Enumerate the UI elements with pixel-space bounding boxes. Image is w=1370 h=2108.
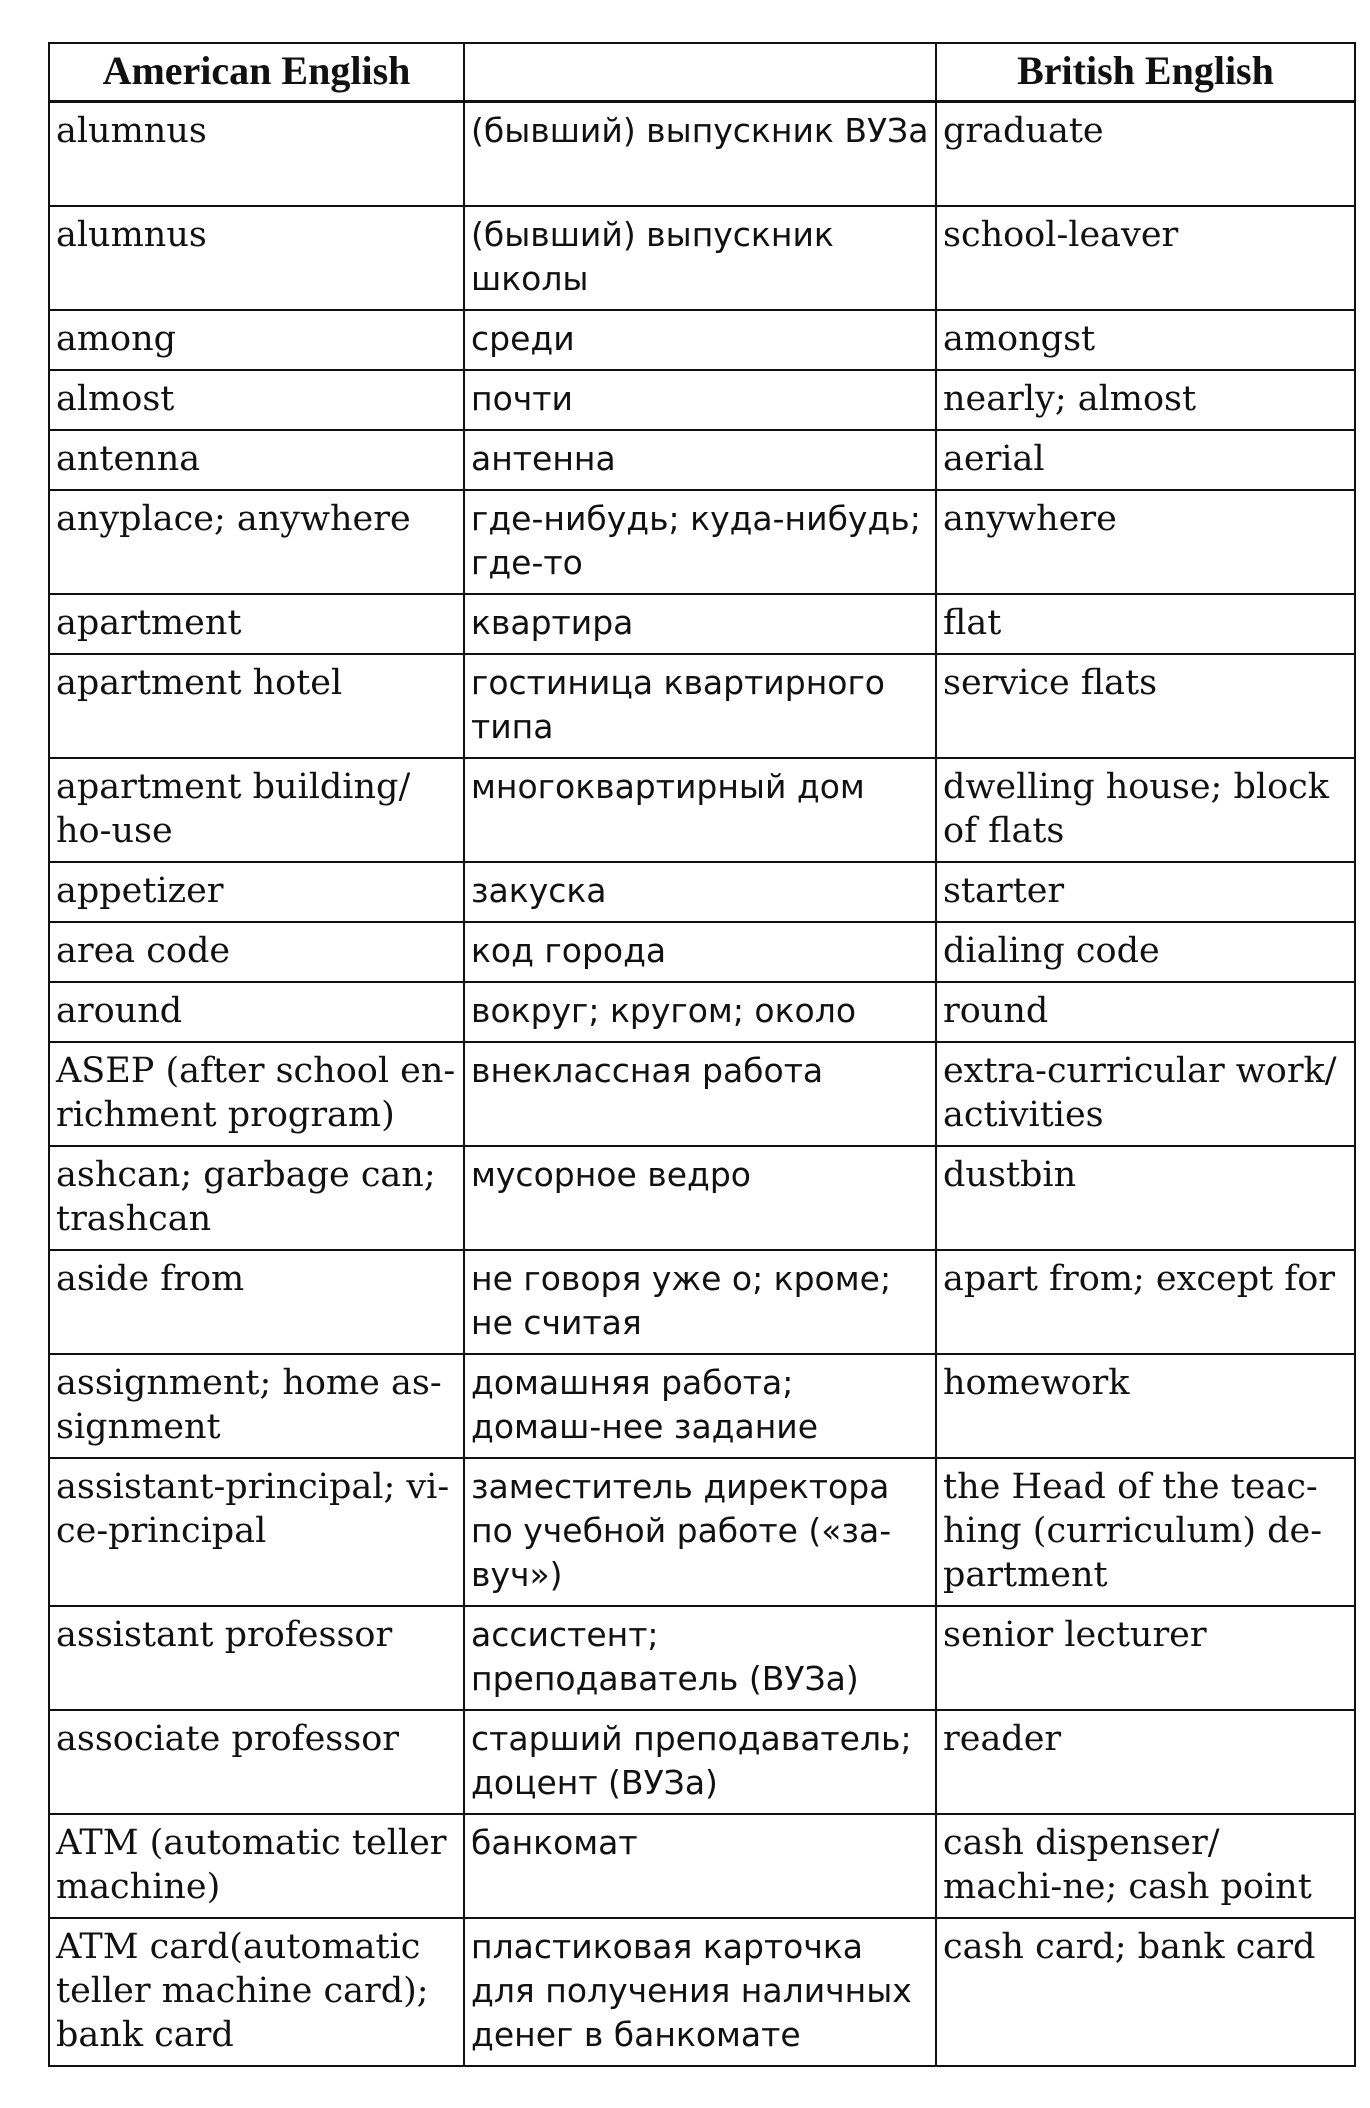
russian-translation: внеклассная работа bbox=[464, 1042, 936, 1146]
russian-translation: заместитель директора по учебной работе («за-вуч») bbox=[464, 1458, 936, 1606]
american-term: almost bbox=[49, 370, 464, 430]
british-term: aerial bbox=[936, 430, 1355, 490]
american-term: ATM (automatic teller machine) bbox=[49, 1814, 464, 1918]
table-row bbox=[49, 1354, 1355, 1458]
table-row bbox=[49, 758, 1355, 862]
table-row bbox=[49, 1146, 1355, 1250]
british-term: round bbox=[936, 982, 1355, 1042]
table-row bbox=[49, 1710, 1355, 1814]
british-term: nearly; almost bbox=[936, 370, 1355, 430]
russian-translation: ассистент; преподаватель (ВУЗа) bbox=[464, 1606, 936, 1710]
american-term: area code bbox=[49, 922, 464, 982]
american-term: alumnus bbox=[49, 206, 464, 310]
russian-translation: не говоря уже о; кроме; не считая bbox=[464, 1250, 936, 1354]
american-term: ashcan; garbage can; trashcan bbox=[49, 1146, 464, 1250]
russian-translation: пластиковая карточка для получения наличных денег в банкомате bbox=[464, 1918, 936, 2066]
table-row bbox=[49, 102, 1355, 206]
british-term: service flats bbox=[936, 654, 1355, 758]
table-row bbox=[49, 1814, 1355, 1918]
russian-translation: антенна bbox=[464, 430, 936, 490]
russian-translation: квартира bbox=[464, 594, 936, 654]
russian-translation: банкомат bbox=[464, 1814, 936, 1918]
russian-translation: гостиница квартирного типа bbox=[464, 654, 936, 758]
russian-translation: вокруг; кругом; около bbox=[464, 982, 936, 1042]
british-term: apart from; except for bbox=[936, 1250, 1355, 1354]
table-row bbox=[49, 1250, 1355, 1354]
table-row bbox=[49, 1458, 1355, 1606]
table-row bbox=[49, 982, 1355, 1042]
table-row bbox=[49, 206, 1355, 310]
british-term: dwelling house; block of flats bbox=[936, 758, 1355, 862]
table-row bbox=[49, 310, 1355, 370]
russian-translation: многоквартирный дом bbox=[464, 758, 936, 862]
russian-translation: почти bbox=[464, 370, 936, 430]
vocabulary-table bbox=[48, 42, 1356, 2067]
american-term: apartment hotel bbox=[49, 654, 464, 758]
american-term: ATM card(automatic teller machine card); bank card bbox=[49, 1918, 464, 2066]
american-term: assistant-principal; vi-ce-principal bbox=[49, 1458, 464, 1606]
american-term: ASEP (after school en-richment program) bbox=[49, 1042, 464, 1146]
table-row bbox=[49, 1918, 1355, 2066]
british-term: dialing code bbox=[936, 922, 1355, 982]
american-term: aside from bbox=[49, 1250, 464, 1354]
document-page bbox=[48, 42, 1354, 2067]
russian-translation: код города bbox=[464, 922, 936, 982]
russian-translation: (бывший) выпускник школы bbox=[464, 206, 936, 310]
american-term: antenna bbox=[49, 430, 464, 490]
table-row bbox=[49, 490, 1355, 594]
british-term: the Head of the teac-hing (curriculum) de-partment bbox=[936, 1458, 1355, 1606]
russian-translation: среди bbox=[464, 310, 936, 370]
table-row bbox=[49, 370, 1355, 430]
british-term: school-leaver bbox=[936, 206, 1355, 310]
british-term: senior lecturer bbox=[936, 1606, 1355, 1710]
russian-translation: (бывший) выпускник ВУЗа bbox=[464, 102, 936, 206]
american-term: appetizer bbox=[49, 862, 464, 922]
american-term: anyplace; anywhere bbox=[49, 490, 464, 594]
british-term: cash card; bank card bbox=[936, 1918, 1355, 2066]
russian-translation: домашняя работа; домаш-нее задание bbox=[464, 1354, 936, 1458]
british-term: extra-curricular work/ activities bbox=[936, 1042, 1355, 1146]
american-term: associate professor bbox=[49, 1710, 464, 1814]
british-term: flat bbox=[936, 594, 1355, 654]
table-row bbox=[49, 922, 1355, 982]
british-term: anywhere bbox=[936, 490, 1355, 594]
american-term: assignment; home as-signment bbox=[49, 1354, 464, 1458]
russian-translation: мусорное ведро bbox=[464, 1146, 936, 1250]
british-term: amongst bbox=[936, 310, 1355, 370]
header-british: British English bbox=[936, 43, 1355, 102]
table-row bbox=[49, 594, 1355, 654]
table-row bbox=[49, 430, 1355, 490]
russian-translation: закуска bbox=[464, 862, 936, 922]
american-term: apartment bbox=[49, 594, 464, 654]
british-term: homework bbox=[936, 1354, 1355, 1458]
american-term: assistant professor bbox=[49, 1606, 464, 1710]
table-row bbox=[49, 1042, 1355, 1146]
table-row bbox=[49, 654, 1355, 758]
russian-translation: где-нибудь; куда-нибудь; где-то bbox=[464, 490, 936, 594]
american-term: among bbox=[49, 310, 464, 370]
american-term: alumnus bbox=[49, 102, 464, 206]
table-row bbox=[49, 1606, 1355, 1710]
russian-translation: старший преподаватель; доцент (ВУЗа) bbox=[464, 1710, 936, 1814]
american-term: apartment building/ ho-use bbox=[49, 758, 464, 862]
american-term: around bbox=[49, 982, 464, 1042]
british-term: reader bbox=[936, 1710, 1355, 1814]
table-row bbox=[49, 862, 1355, 922]
header-row bbox=[49, 43, 1355, 102]
header-russian bbox=[464, 43, 936, 102]
british-term: starter bbox=[936, 862, 1355, 922]
british-term: dustbin bbox=[936, 1146, 1355, 1250]
british-term: graduate bbox=[936, 102, 1355, 206]
header-american: American English bbox=[49, 43, 464, 102]
british-term: cash dispenser/ machi-ne; cash point bbox=[936, 1814, 1355, 1918]
